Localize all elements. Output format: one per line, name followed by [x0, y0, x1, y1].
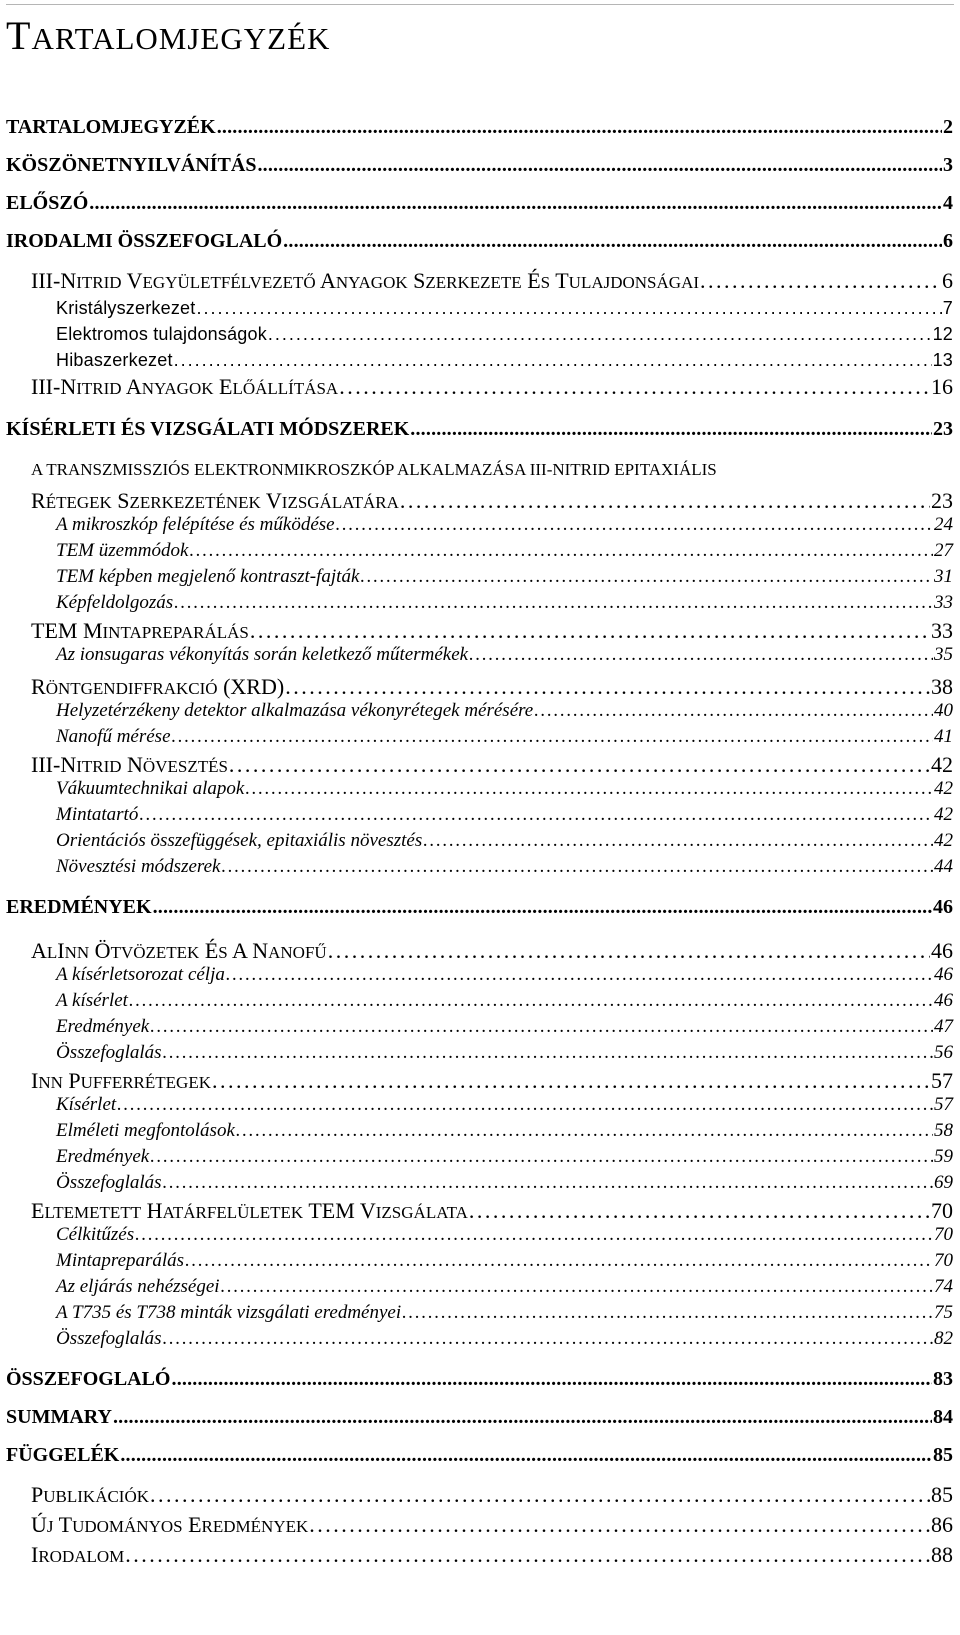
toc-page-number: 85 — [933, 1444, 953, 1466]
page-title-rest: ARTALOMJEGYZÉK — [31, 21, 331, 56]
toc-page-number: 57 — [931, 1068, 953, 1093]
toc-entry[interactable] — [56, 1250, 953, 1272]
toc-entry[interactable] — [56, 1120, 953, 1142]
toc-entry-title: PUBLIKÁCIÓK — [31, 1482, 150, 1507]
toc-entry-title: Nanofű mérése — [56, 726, 171, 747]
toc-entry-title: III-NITRID VEGYÜLETFÉLVEZETŐ ANYAGOK SZERKEZETE ÉS TULAJDONSÁGAI — [31, 268, 700, 293]
toc-page-number: 44 — [934, 856, 953, 877]
toc-entry[interactable] — [31, 752, 953, 778]
toc-page-number: 70 — [931, 1198, 953, 1223]
toc-leader-dots — [120, 1444, 932, 1467]
toc-entry-title: SUMMARY — [6, 1406, 112, 1428]
toc-page-number: 23 — [933, 418, 953, 440]
toc-leader-dots — [257, 154, 942, 177]
toc-leader-dots — [150, 1146, 933, 1168]
toc-entry[interactable] — [56, 1328, 953, 1350]
toc-leader-dots — [221, 856, 933, 878]
toc-entry-title: Az eljárás nehézségei — [56, 1276, 220, 1297]
toc-page-number: 4 — [943, 192, 953, 214]
toc-entry[interactable] — [31, 488, 953, 514]
toc-leader-dots — [135, 1224, 933, 1246]
toc-entry[interactable] — [31, 268, 953, 294]
toc-leader-dots — [172, 726, 933, 748]
toc-page-number: 82 — [934, 1328, 953, 1349]
toc-entry[interactable] — [56, 830, 953, 852]
toc-entry[interactable] — [56, 324, 953, 345]
toc-entry-title: Az ionsugaras vékonyítás során keletkező műtermékek — [56, 644, 469, 665]
toc-page-number: 3 — [943, 154, 953, 176]
toc-page-number: 57 — [934, 1094, 953, 1115]
toc-entry[interactable] — [6, 154, 953, 177]
toc-leader-dots — [189, 540, 933, 562]
toc-entry[interactable] — [56, 350, 953, 371]
toc-page-number: 84 — [933, 1406, 953, 1428]
toc-leader-dots — [129, 990, 933, 1012]
toc-entry-title: KÍSÉRLETI ÉS VIZSGÁLATI MÓDSZEREK — [6, 418, 410, 440]
toc-entry-title: TEM üzemmódok — [56, 540, 189, 561]
toc-entry[interactable] — [56, 1016, 953, 1038]
toc-entry-title: Orientációs összefüggések, epitaxiális növesztés — [56, 830, 423, 851]
toc-entry[interactable] — [31, 1512, 953, 1538]
toc-entry[interactable] — [56, 566, 953, 588]
toc-leader-dots — [469, 644, 933, 666]
toc-entry-title: TEM MINTAPREPARÁLÁS — [31, 618, 249, 643]
toc-page-number: 41 — [934, 726, 953, 747]
toc-entry[interactable] — [56, 1224, 953, 1246]
toc-leader-dots — [153, 896, 932, 919]
toc-entry[interactable] — [56, 1172, 953, 1194]
toc-entry-title: RÖNTGENDIFFRAKCIÓ (XRD) — [31, 674, 285, 699]
toc-entry-title: EREDMÉNYEK — [6, 896, 152, 918]
toc-leader-dots — [185, 1250, 933, 1272]
toc-entry-title: KÖSZÖNETNYILVÁNÍTÁS — [6, 154, 257, 176]
toc-entry-title: Növesztési módszerek — [56, 856, 221, 877]
toc-leader-dots — [163, 1328, 933, 1350]
toc-entry[interactable] — [56, 1042, 953, 1064]
toc-entry[interactable] — [56, 856, 953, 878]
toc-page-number: 12 — [932, 324, 953, 344]
toc-entry-title: Mintatartó — [56, 804, 139, 825]
toc-entry[interactable] — [56, 700, 953, 722]
toc-entry-title: Helyzetérzékeny detektor alkalmazása vékonyrétegek mérésére — [56, 700, 534, 721]
toc-entry[interactable] — [56, 726, 953, 748]
toc-page-number: 27 — [934, 540, 953, 561]
toc-page-number: 13 — [932, 350, 953, 370]
toc-leader-dots — [139, 804, 933, 826]
toc-leader-dots — [245, 778, 933, 800]
toc-page-number: 42 — [934, 830, 953, 851]
toc-leader-dots — [339, 374, 930, 400]
toc-entry[interactable] — [31, 1482, 953, 1508]
toc-leader-dots — [226, 964, 933, 986]
toc-page-number: 86 — [931, 1512, 953, 1537]
toc-page-number: 75 — [934, 1302, 953, 1323]
toc-entry[interactable] — [56, 540, 953, 562]
toc-leader-dots — [150, 1016, 933, 1038]
toc-entry-title: TEM képben megjelenő kontraszt-fajták — [56, 566, 360, 587]
toc-entry-title: IRODALMI ÖSSZEFOGLALÓ — [6, 230, 283, 252]
toc-page-number: 46 — [934, 990, 953, 1011]
toc-entry-title: Eredmények — [56, 1146, 150, 1167]
toc-leader-dots — [150, 1482, 930, 1508]
toc-leader-dots — [423, 830, 933, 852]
toc-entry-title: Hibaszerkezet — [56, 350, 173, 370]
toc-leader-dots — [212, 1068, 930, 1094]
toc-leader-dots — [174, 592, 933, 614]
toc-entry[interactable] — [31, 618, 953, 644]
toc-leader-dots — [174, 350, 932, 371]
toc-entry-title: Összefoglalás — [56, 1328, 162, 1349]
toc-leader-dots — [700, 268, 941, 294]
toc-page-number: 56 — [934, 1042, 953, 1063]
toc-entry-title: A T735 és T738 minták vizsgálati eredményei — [56, 1302, 402, 1323]
toc-entry[interactable] — [6, 116, 953, 139]
toc-entry-title: Célkitűzés — [56, 1224, 135, 1245]
toc-entry-title: III-NITRID ANYAGOK ELŐÁLLÍTÁSA — [31, 374, 339, 399]
toc-entry[interactable] — [56, 592, 953, 614]
toc-entry-title: A kísérlet — [56, 990, 128, 1011]
toc-page-number: 24 — [934, 514, 953, 535]
toc-entry[interactable] — [56, 1094, 953, 1116]
toc-entry-title: Kísérlet — [56, 1094, 117, 1115]
toc-page-number: 69 — [934, 1172, 953, 1193]
toc-page-number: 2 — [943, 116, 953, 138]
toc-leader-dots — [236, 1120, 933, 1142]
toc-page-number: 16 — [931, 374, 953, 399]
toc-entry-title: Mintapreparálás — [56, 1250, 185, 1271]
toc-leader-dots — [268, 324, 932, 345]
toc-page-number: 88 — [931, 1542, 953, 1567]
toc-entry-title: Vákuumtechnikai alapok — [56, 778, 245, 799]
toc-page-number: 47 — [934, 1016, 953, 1037]
toc-entry[interactable] — [56, 990, 953, 1012]
toc-page-number: 74 — [934, 1276, 953, 1297]
toc-page-number: 40 — [934, 700, 953, 721]
toc-entry[interactable] — [31, 1198, 953, 1224]
toc-page-number: 70 — [934, 1224, 953, 1245]
toc-entry-title: ALINN ÖTVÖZETEK ÉS A NANOFŰ — [31, 938, 327, 963]
toc-leader-dots — [229, 752, 930, 778]
toc-entry-title: Kristályszerkezet — [56, 298, 196, 318]
toc-page-number: 35 — [934, 644, 953, 665]
toc-leader-dots — [250, 618, 930, 644]
toc-entry[interactable] — [6, 1444, 953, 1467]
toc-entry-title: Elméleti megfontolások — [56, 1120, 235, 1141]
toc-leader-dots — [402, 1302, 933, 1324]
toc-entry-title: Eredmények — [56, 1016, 150, 1037]
toc-leader-dots — [113, 1406, 932, 1429]
toc-page-number: 59 — [934, 1146, 953, 1167]
toc-entry-title: Összefoglalás — [56, 1042, 162, 1063]
toc-entry-title: A kísérletsorozat célja — [56, 964, 225, 985]
toc-entry-title: ELTEMETETT HATÁRFELÜLETEK TEM VIZSGÁLATA — [31, 1198, 468, 1223]
toc-entry-title: III-NITRID NÖVESZTÉS — [31, 752, 228, 777]
toc-page-number: 46 — [931, 938, 953, 963]
toc-entry-heading-line: A TRANSZMISSZIÓS ELEKTRONMIKROSZKÓP ALKALMAZÁSA III-NITRID EPITAXIÁLIS — [31, 460, 717, 479]
toc-leader-dots — [125, 1542, 930, 1568]
toc-entry[interactable] — [6, 1406, 953, 1429]
toc-leader-dots — [196, 298, 941, 319]
toc-page-number: 46 — [933, 896, 953, 918]
toc-entry-title: ÖSSZEFOGLALÓ — [6, 1368, 171, 1390]
toc-entry-title: IRODALOM — [31, 1542, 125, 1567]
toc-entry-title: INN PUFFERRÉTEGEK — [31, 1068, 211, 1093]
toc-leader-dots — [285, 674, 930, 700]
page-title-initial: T — [6, 13, 32, 58]
toc-leader-dots — [360, 566, 933, 588]
toc-entry-title: Elektromos tulajdonságok — [56, 324, 267, 344]
toc-entry-title: A mikroszkóp felépítése és működése — [56, 514, 335, 535]
toc-page-number: 83 — [933, 1368, 953, 1390]
toc-entry-title: ELŐSZÓ — [6, 192, 89, 214]
toc-leader-dots — [410, 418, 932, 441]
toc-entry-title: ÚJ TUDOMÁNYOS EREDMÉNYEK — [31, 1512, 309, 1537]
toc-entry-title: TARTALOMJEGYZÉK — [6, 116, 216, 138]
toc-leader-dots — [172, 1368, 933, 1391]
toc-entry[interactable] — [6, 230, 953, 253]
toc-page-number: 33 — [934, 592, 953, 613]
toc-leader-dots — [336, 514, 933, 536]
toc-entry[interactable] — [6, 896, 953, 919]
toc-entry[interactable] — [6, 1368, 953, 1391]
toc-entry[interactable] — [6, 418, 953, 441]
toc-entry[interactable] — [56, 964, 953, 986]
toc-leader-dots — [89, 192, 942, 215]
toc-page-number: 42 — [931, 752, 953, 777]
toc-page-number: 6 — [942, 268, 953, 293]
toc-leader-dots — [221, 1276, 933, 1298]
toc-page-number: 23 — [931, 488, 953, 513]
toc-entry-title: Képfeldolgozás — [56, 592, 174, 613]
toc-leader-dots — [217, 116, 942, 139]
toc-entry[interactable] — [56, 1302, 953, 1324]
toc-leader-dots — [283, 230, 942, 253]
toc-entry[interactable] — [31, 1068, 953, 1094]
toc-entry-title: Összefoglalás — [56, 1172, 162, 1193]
toc-leader-dots — [469, 1198, 930, 1224]
toc-page-number: 70 — [934, 1250, 953, 1271]
toc-page-number: 46 — [934, 964, 953, 985]
toc-page-number: 42 — [934, 804, 953, 825]
toc-page-number: 6 — [943, 230, 953, 252]
toc-entry[interactable] — [31, 674, 953, 700]
toc-entry[interactable] — [56, 804, 953, 826]
toc-entry[interactable] — [56, 514, 953, 536]
toc-page-number: 33 — [931, 618, 953, 643]
toc-page-number: 31 — [934, 566, 953, 587]
toc-entry[interactable] — [31, 1542, 953, 1568]
toc-entry[interactable] — [56, 298, 953, 319]
toc-leader-dots — [534, 700, 933, 722]
toc-entry-title: RÉTEGEK SZERKEZETÉNEK VIZSGÁLATÁRA — [31, 488, 399, 513]
toc-leader-dots — [328, 938, 930, 964]
toc-leader-dots — [309, 1512, 930, 1538]
toc-entry-title: FÜGGELÉK — [6, 1444, 120, 1466]
toc-entry[interactable] — [56, 644, 953, 666]
toc-entry[interactable] — [56, 1276, 953, 1298]
toc-leader-dots — [163, 1172, 933, 1194]
toc-entry[interactable] — [56, 1146, 953, 1168]
toc-entry[interactable] — [56, 778, 953, 800]
toc-leader-dots — [117, 1094, 933, 1116]
toc-leader-dots — [163, 1042, 933, 1064]
toc-leader-dots — [400, 488, 930, 514]
toc-page-number: 7 — [942, 298, 953, 318]
toc-page-number: 38 — [931, 674, 953, 699]
toc-page-number: 85 — [931, 1482, 953, 1507]
toc-page-number: 42 — [934, 778, 953, 799]
toc-entry[interactable] — [6, 192, 953, 215]
toc-entry[interactable] — [31, 374, 953, 400]
toc-entry[interactable] — [31, 938, 953, 964]
toc-page-number: 58 — [934, 1120, 953, 1141]
